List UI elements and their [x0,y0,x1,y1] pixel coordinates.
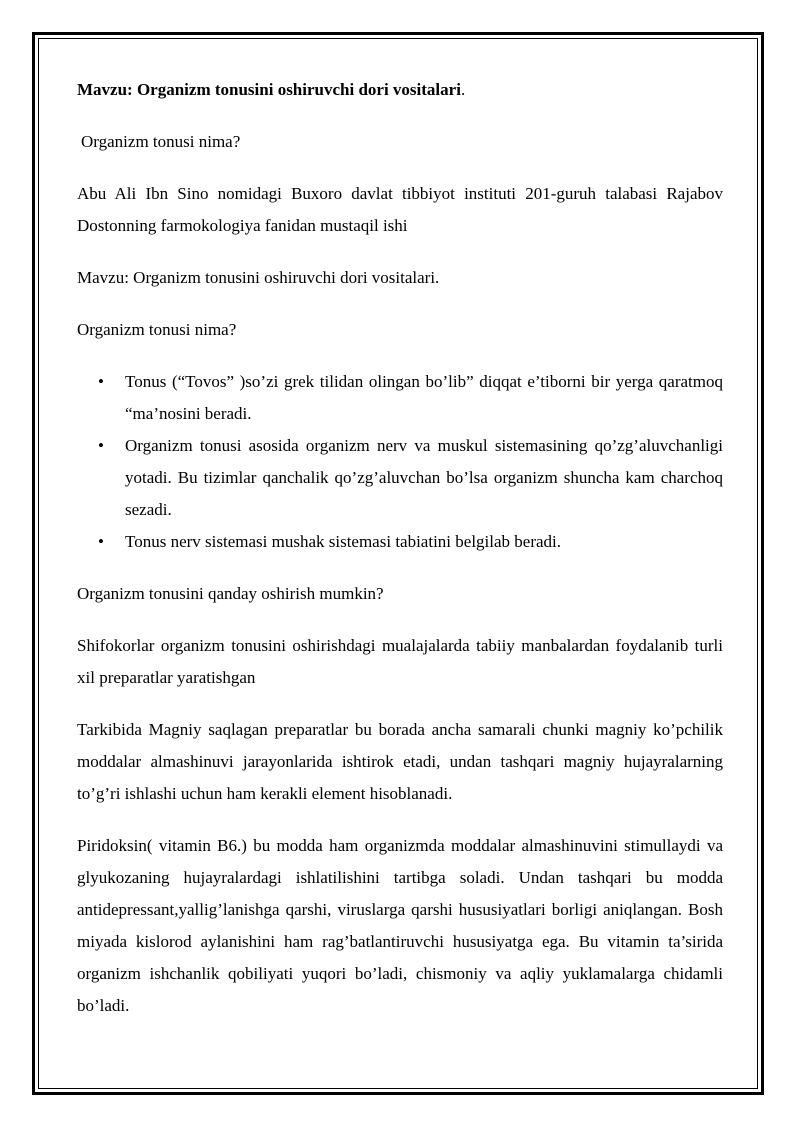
document-title-period: . [460,80,466,99]
body-paragraph-2: Tarkibida Magniy saqlagan preparatlar bu borada ancha samarali chunki magniy ko’pchilik moddalar almashinuvi jarayonlarida ishtirok etadi, undan tashqari magniy hujayralarning to’g’ri ishlashi uchun ham kerakli element hisoblanadi. [77,720,723,803]
author-paragraph: Abu Ali Ibn Sino nomidagi Buxoro davlat tibbiyot instituti 201-guruh talabasi Rajabov Dostonning farmokologiya fanidan mustaqil ishi [77,184,723,235]
bullet-item: • Tonus (“Tovos” )so’zi grek tilidan olingan bo’lib” diqqat e’tiborni bir yerga qaratmoq “ma’nosini beradi. [77,366,723,430]
document-body [77,74,723,1042]
document-title-text: Mavzu: Organizm tonusini oshiruvchi dori vositalari [77,80,461,99]
bullet-list [77,366,723,558]
document-title [77,74,723,106]
intro-question: Organizm tonusi nima? [81,132,241,151]
question-heading-2: Organizm tonusini qanday oshirish mumkin? [77,584,384,603]
body-paragraph-3: Piridoksin( vitamin B6.) bu modda ham organizmda moddalar almashinuvini stimullaydi va glyukozaning hujayralardagi ishlatilishini tartibga soladi. Undan tashqari bu modda antidepressant,yallig’lanishga qarshi, viruslarga qarshi hususiyatlari borligi aniqlangan. Bosh miyada kislorod aylanishini ham rag’batlantiruvchi hususiyatga ega. Bu vitamin ta’sirida organizm ishchanlik qobiliyati yuqori bo’ladi, chismoniy va aqliy yuklamalarga chidamli bo’ladi. [77,836,723,1015]
topic-line: Mavzu: Organizm tonusini oshiruvchi dori vositalari. [77,268,440,287]
body-paragraph-1: Shifokorlar organizm tonusini oshirishdagi mualajalarda tabiiy manbalardan foydalanib turli xil preparatlar yaratishgan [77,636,723,687]
bullet-item: • Organizm tonusi asosida organizm nerv va muskul sistemasining qo’zg’aluvchanligi yotadi. Bu tizimlar qanchalik qo’zg’aluvchan bo’lsa organizm shuncha kam charchoq sezadi. [77,430,723,526]
bullet-item: • Tonus nerv sistemasi mushak sistemasi tabiatini belgilab beradi. [77,526,723,558]
question-heading-1: Organizm tonusi nima? [77,320,237,339]
